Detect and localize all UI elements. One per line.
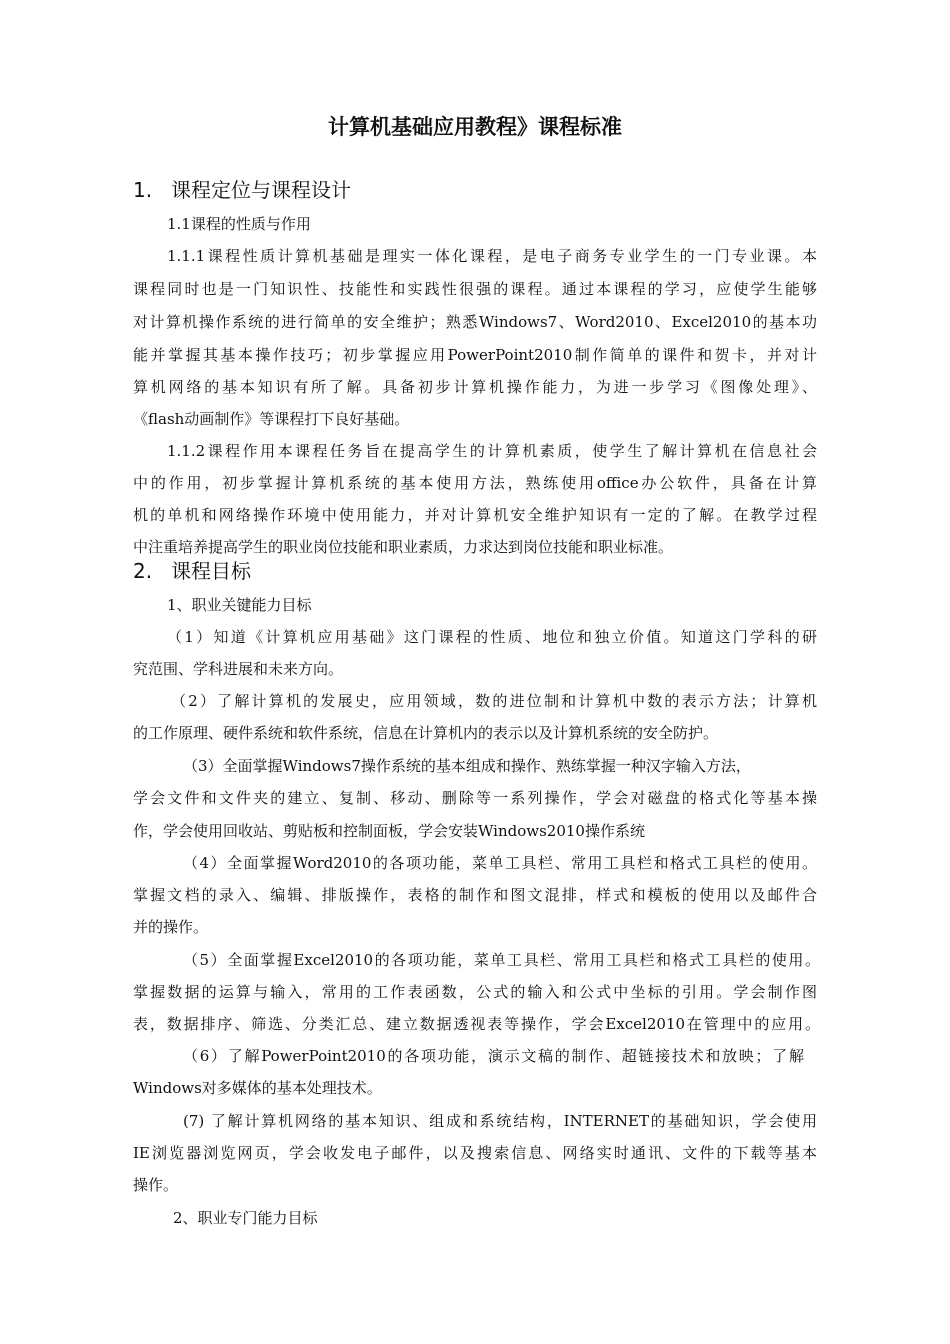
objective-line: (7) 了解计算机网络的基本知识、组成和系统结构，INTERNET的基础知识，学会使用 [183, 1112, 817, 1130]
objective-line: 表，数据排序、筛选、分类汇总、建立数据透视表等操作，学会Excel2010在管理中的应用。 [133, 1015, 820, 1033]
subsection-key-ability: 1、职业关键能力目标 [167, 596, 312, 614]
paragraph-line: 《flash动画制作》等课程打下良好基础。 [133, 410, 410, 428]
section-2-number: 2. [133, 559, 153, 583]
objective-line: 的工作原理、硬件系统和软件系统，信息在计算机内的表示以及计算机系统的安全防护。 [133, 724, 719, 742]
objective-line: （5）全面掌握Excel2010的各项功能，菜单工具栏、常用工具栏和格式工具栏的使用。 [183, 951, 820, 969]
objective-line: （4）全面掌握Word2010的各项功能，菜单工具栏、常用工具栏和格式工具栏的使用。 [183, 854, 817, 872]
objective-line: 操作。 [133, 1176, 179, 1194]
objective-line: 作，学会使用回收站、剪贴板和控制面板，学会安装Windows2010操作系统 [133, 822, 645, 840]
subsection-1-1: 1.1课程的性质与作用 [167, 215, 311, 233]
objective-line: IE浏览器浏览网页，学会收发电子邮件，以及搜索信息、网络实时通讯、文件的下载等基本 [133, 1144, 817, 1162]
section-1-number: 1. [133, 178, 153, 202]
objective-line: 学会文件和文件夹的建立、复制、移动、删除等一系列操作，学会对磁盘的格式化等基本操 [133, 789, 817, 807]
section-2-heading [133, 556, 251, 586]
section-1-title: 课程定位与课程设计 [171, 178, 351, 202]
objective-line: Windows对多媒体的基本处理技术。 [133, 1079, 382, 1097]
objective-line: 掌握文档的录入、编辑、排版操作，表格的制作和图文混排，样式和模板的使用以及邮件合 [133, 886, 817, 904]
paragraph-line: 中注重培养提高学生的职业岗位技能和职业素质，力求达到岗位技能和职业标准。 [133, 538, 674, 556]
paragraph-line: 对计算机操作系统的进行简单的安全维护；熟悉Windows7、Word2010、Excel2010的基本功 [133, 313, 817, 331]
objective-line: 并的操作。 [133, 918, 209, 936]
objective-line: 掌握数据的运算与输入，常用的工作表函数，公式的输入和公式中坐标的引用。学会制作图 [133, 983, 817, 1001]
objective-line: （3）全面掌握Windows7操作系统的基本组成和操作、熟练掌握一种汉字输入方法， [183, 757, 751, 775]
paragraph-line: 算机网络的基本知识有所了解。具备初步计算机操作能力，为进一步学习《图像处理》、 [133, 378, 817, 396]
paragraph-line: 1.1.1课程性质计算机基础是理实一体化课程，是电子商务专业学生的一门专业课。本 [167, 247, 817, 265]
objective-line: （2）了解计算机的发展史，应用领域，数的进位制和计算机中数的表示方法；计算机 [171, 692, 817, 710]
paragraph-line: 机的单机和网络操作环境中使用能力，并对计算机安全维护知识有一定的了解。在教学过程 [133, 506, 817, 524]
paragraph-line: 能并掌握其基本操作技巧；初步掌握应用PowerPoint2010制作简单的课件和贺卡，并对计 [133, 346, 817, 364]
objective-line: 究范围、学科进展和未来方向。 [133, 660, 344, 678]
objective-line: （6）了解PowerPoint2010的各项功能，演示文稿的制作、超链接技术和放映；了解 [183, 1047, 804, 1065]
document-title: 计算机基础应用教程》课程标准 [328, 115, 622, 139]
paragraph-line: 1.1.2课程作用本课程任务旨在提高学生的计算机素质，使学生了解计算机在信息社会 [167, 442, 817, 460]
section-1-heading [133, 175, 351, 205]
objective-line: （1）知道《计算机应用基础》这门课程的性质、地位和独立价值。知道这门学科的研 [167, 628, 817, 646]
subsection-special-ability: 2、职业专门能力目标 [173, 1209, 318, 1227]
section-2-title: 课程目标 [171, 559, 251, 583]
paragraph-line: 课程同时也是一门知识性、技能性和实践性很强的课程。通过本课程的学习，应使学生能够 [133, 280, 817, 298]
paragraph-line: 中的作用，初步掌握计算机系统的基本使用方法，熟练使用office办公软件，具备在计算 [133, 474, 817, 492]
